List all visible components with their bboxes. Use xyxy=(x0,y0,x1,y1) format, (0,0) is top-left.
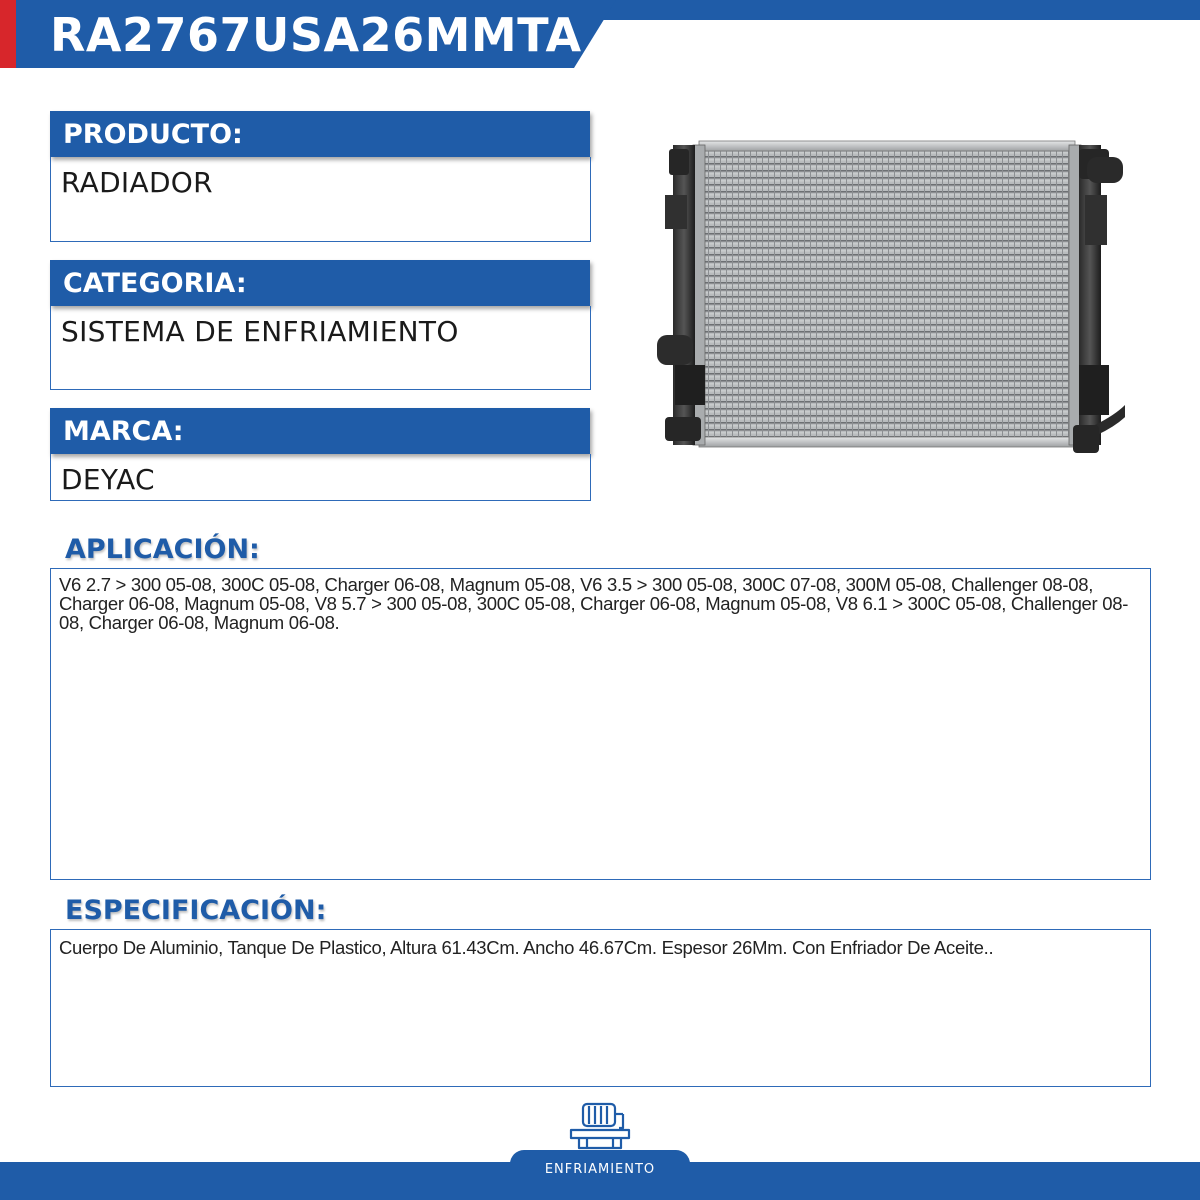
radiator-image xyxy=(655,135,1125,460)
producto-value: RADIADOR xyxy=(50,157,591,242)
engine-cooling-icon xyxy=(567,1100,633,1156)
marca-value: DEYAC xyxy=(50,454,591,501)
producto-label: PRODUCTO: xyxy=(50,111,590,157)
red-accent-tab xyxy=(0,0,16,68)
especificacion-text-box: Cuerpo De Aluminio, Tanque De Plastico, Altura 61.43Cm. Ancho 46.67Cm. Espesor 26Mm. Con Enfriador De Aceite.. xyxy=(50,929,1151,1087)
part-number-title: RA2767USA26MMTA xyxy=(50,8,582,62)
aplicacion-heading: APLICACIÓN: xyxy=(65,534,260,565)
categoria-value: SISTEMA DE ENFRIAMIENTO xyxy=(50,306,591,390)
especificacion-heading: ESPECIFICACIÓN: xyxy=(65,895,327,926)
aplicacion-text-box: V6 2.7 > 300 05-08, 300C 05-08, Charger 06-08, Magnum 05-08, V6 3.5 > 300 05-08, 300C 07-08, 300M 05-08, Challenger 08-08, Charger 06-08, Magnum 05-08, V8 5.7 > 300 05-08, 300C 05-08, Charger 06-08, Magnum 05-08, V8 6.1 > 300C 05-08, Challenger 08-08, Charger 06-08, Magnum 06-08. xyxy=(50,568,1151,880)
marca-label: MARCA: xyxy=(50,408,590,454)
category-footer-label: ENFRIAMIENTO xyxy=(544,1162,656,1177)
categoria-label: CATEGORIA: xyxy=(50,260,590,306)
